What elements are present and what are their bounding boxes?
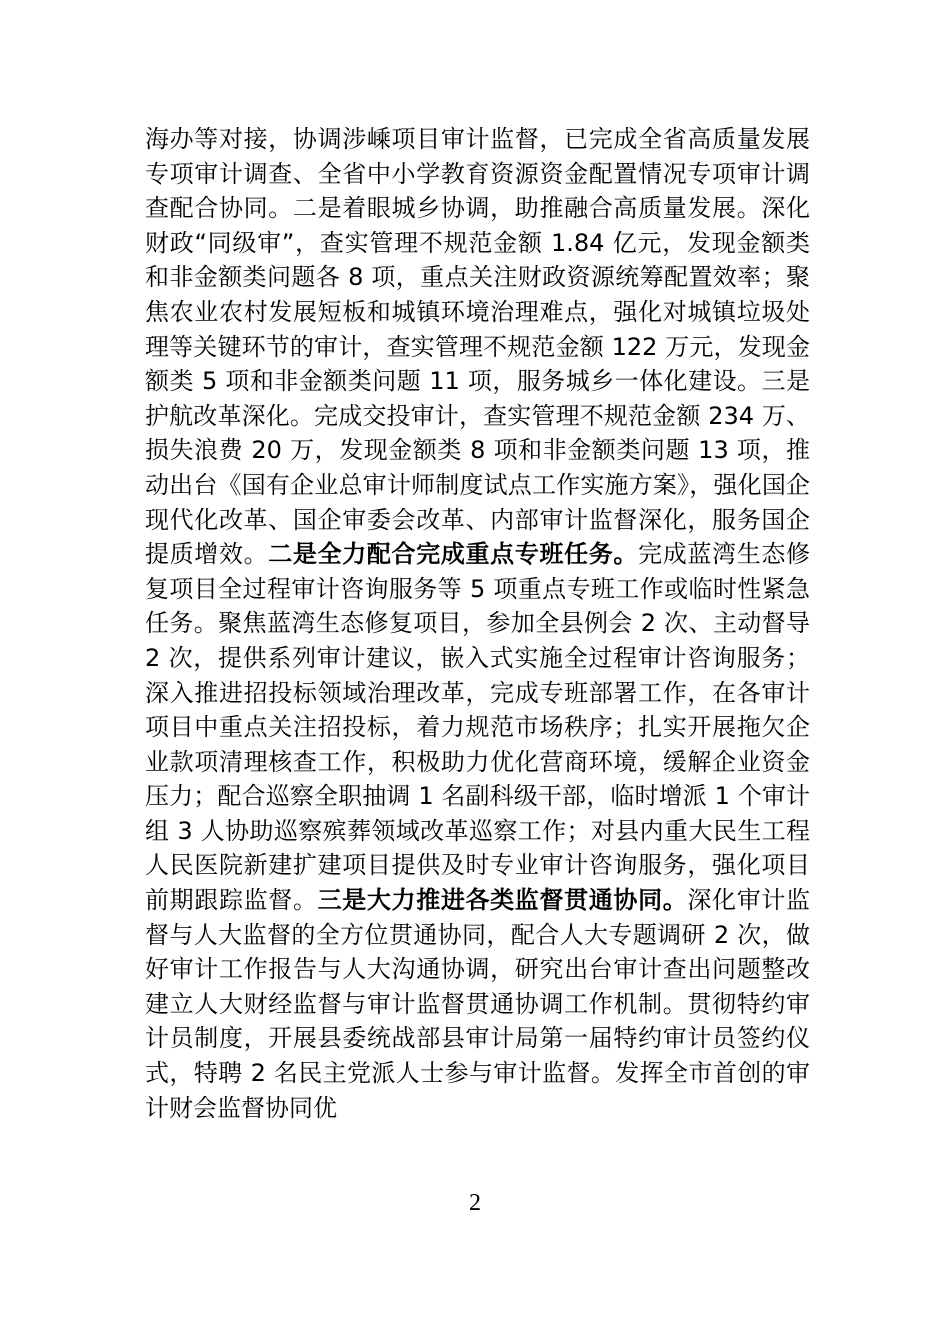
body-paragraph [145, 122, 810, 1125]
paragraph-text-segment-1: 海办等对接，协调涉嵊项目审计监督，已完成全省高质量发展专项审计调查、全省中小学教育资源资金配置情况专项审计调查配合协同。二是着眼城乡协调，助推融合高质量发展。深化财政“同级审”，查实管理不规范金额 1.84 亿元，发现金额类和非金额类问题各 8 项，重点关注财政资源统筹配置效率；聚焦农业农村发展短板和城镇环境治理难点，强化对城镇垃圾处理等关键环节的审计，查实管理不规范金额 122 万元，发现金额类 5 项和非金额类问题 11 项，服务城乡一体化建设。三是护航改革深化。完成交投审计，查实管理不规范金额 234 万、损失浪费 20 万，发现金额类 8 项和非金额类问题 13 项，推动出台《国有企业总审计师制度试点工作实施方案》，强化国企现代化改革、国企审委会改革、内部审计监督深化，服务国企提质增效。 [145, 125, 810, 569]
bold-heading-3: 三是大力推进各类监督贯通协同。 [317, 886, 688, 915]
bold-heading-2: 二是全力配合完成重点专班任务。 [268, 540, 639, 569]
paragraph-text-segment-2: 完成蓝湾生态修复项目全过程审计咨询服务等 5 项重点专班工作或临时性紧急任务。聚焦蓝湾生态修复项目，参加全县例会 2 次、主动督导 2 次，提供系列审计建议，嵌入式实施全过程审计咨询服务；深入推进招投标领域治理改革，完成专班部署工作，在各审计项目中重点关注招投标，着力规范市场秩序；扎实开展拖欠企业款项清理核查工作，积极助力优化营商环境，缓解企业资金压力；配合巡察全职抽调 1 名副科级干部，临时增派 1 个审计组 3 人协助巡察殡葬领域改革巡察工作；对县内重大民生工程人民医院新建扩建项目提供及时专业审计咨询服务，强化项目前期跟踪监督。 [145, 540, 811, 915]
page-number: 2 [469, 1190, 481, 1216]
paragraph-text-segment-3: 深化审计监督与人大监督的全方位贯通协同，配合人大专题调研 2 次，做好审计工作报告与人大沟通协调，研究出台审计查出问题整改建立人大财经监督与审计监督贯通协调工作机制。贯彻特约审计员制度，开展县委统战部县审计局第一届特约审计员签约仪式，特聘 2 名民主党派人士参与审计监督。发挥全市首创的审计财会监督协同优 [145, 886, 811, 1122]
